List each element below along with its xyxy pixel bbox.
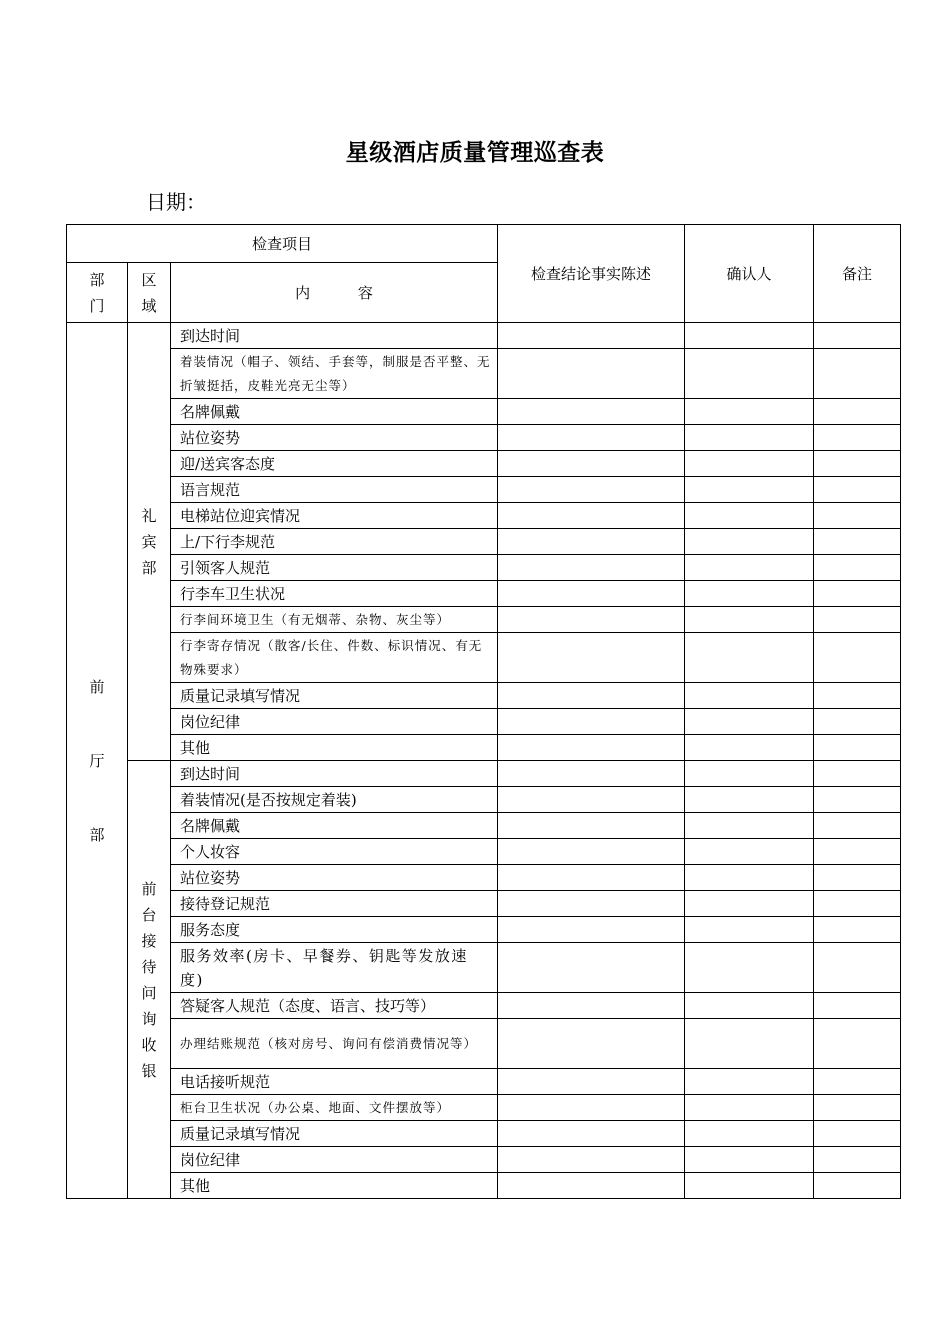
confirmer-cell[interactable] bbox=[685, 993, 814, 1019]
confirmer-cell[interactable] bbox=[685, 1095, 814, 1121]
conclusion-cell[interactable] bbox=[498, 1147, 685, 1173]
department-front-office: 前 厅 部 bbox=[67, 323, 128, 1199]
remarks-cell[interactable] bbox=[814, 581, 901, 607]
confirmer-cell[interactable] bbox=[685, 709, 814, 735]
conclusion-cell[interactable] bbox=[498, 683, 685, 709]
confirmer-cell[interactable] bbox=[685, 633, 814, 683]
conclusion-cell[interactable] bbox=[498, 891, 685, 917]
confirmer-cell[interactable] bbox=[685, 865, 814, 891]
check-item: 着装情况(是否按规定着装) bbox=[171, 787, 498, 813]
remarks-cell[interactable] bbox=[814, 735, 901, 761]
remarks-cell[interactable] bbox=[814, 633, 901, 683]
conclusion-cell[interactable] bbox=[498, 917, 685, 943]
header-confirmer: 确认人 bbox=[685, 225, 814, 323]
check-item: 上/下行李规范 bbox=[171, 529, 498, 555]
check-item: 电梯站位迎宾情况 bbox=[171, 503, 498, 529]
confirmer-cell[interactable] bbox=[685, 425, 814, 451]
check-item: 质量记录填写情况 bbox=[171, 683, 498, 709]
check-item: 电话接听规范 bbox=[171, 1069, 498, 1095]
confirmer-cell[interactable] bbox=[685, 761, 814, 787]
remarks-cell[interactable] bbox=[814, 323, 901, 349]
confirmer-cell[interactable] bbox=[685, 1069, 814, 1095]
inspection-table bbox=[66, 224, 901, 1199]
check-item: 岗位纪律 bbox=[171, 709, 498, 735]
conclusion-cell[interactable] bbox=[498, 839, 685, 865]
confirmer-cell[interactable] bbox=[685, 1173, 814, 1199]
conclusion-cell[interactable] bbox=[498, 761, 685, 787]
remarks-cell[interactable] bbox=[814, 1121, 901, 1147]
conclusion-cell[interactable] bbox=[498, 1121, 685, 1147]
confirmer-cell[interactable] bbox=[685, 1147, 814, 1173]
confirmer-cell[interactable] bbox=[685, 581, 814, 607]
remarks-cell[interactable] bbox=[814, 813, 901, 839]
check-item: 办理结账规范（核对房号、询问有偿消费情况等） bbox=[171, 1019, 498, 1069]
check-item: 行李车卫生状况 bbox=[171, 581, 498, 607]
confirmer-cell[interactable] bbox=[685, 607, 814, 633]
conclusion-cell[interactable] bbox=[498, 943, 685, 993]
confirmer-cell[interactable] bbox=[685, 891, 814, 917]
conclusion-cell[interactable] bbox=[498, 425, 685, 451]
confirmer-cell[interactable] bbox=[685, 529, 814, 555]
remarks-cell[interactable] bbox=[814, 1147, 901, 1173]
check-item: 其他 bbox=[171, 1173, 498, 1199]
remarks-cell[interactable] bbox=[814, 761, 901, 787]
remarks-cell[interactable] bbox=[814, 477, 901, 503]
document-title: 星级酒店质量管理巡查表 bbox=[345, 139, 605, 166]
conclusion-cell[interactable] bbox=[498, 993, 685, 1019]
conclusion-cell[interactable] bbox=[498, 529, 685, 555]
header-conclusion: 检查结论事实陈述 bbox=[498, 225, 685, 323]
date-label: 日期： bbox=[146, 190, 206, 214]
remarks-cell[interactable] bbox=[814, 1173, 901, 1199]
header-check-items: 检查项目 bbox=[67, 225, 498, 263]
conclusion-cell[interactable] bbox=[498, 451, 685, 477]
remarks-cell[interactable] bbox=[814, 1019, 901, 1069]
conclusion-cell[interactable] bbox=[498, 477, 685, 503]
remarks-cell[interactable] bbox=[814, 607, 901, 633]
check-item: 服务效率(房卡、早餐券、钥匙等发放速度) bbox=[171, 943, 498, 993]
confirmer-cell[interactable] bbox=[685, 735, 814, 761]
check-item: 质量记录填写情况 bbox=[171, 1121, 498, 1147]
conclusion-cell[interactable] bbox=[498, 787, 685, 813]
remarks-cell[interactable] bbox=[814, 709, 901, 735]
confirmer-cell[interactable] bbox=[685, 349, 814, 399]
confirmer-cell[interactable] bbox=[685, 839, 814, 865]
conclusion-cell[interactable] bbox=[498, 399, 685, 425]
conclusion-cell[interactable] bbox=[498, 503, 685, 529]
confirmer-cell[interactable] bbox=[685, 943, 814, 993]
check-item: 个人妆容 bbox=[171, 839, 498, 865]
check-item: 迎/送宾客态度 bbox=[171, 451, 498, 477]
check-item: 岗位纪律 bbox=[171, 1147, 498, 1173]
confirmer-cell[interactable] bbox=[685, 1121, 814, 1147]
confirmer-cell[interactable] bbox=[685, 477, 814, 503]
header-remarks: 备注 bbox=[814, 225, 901, 323]
check-item: 名牌佩戴 bbox=[171, 399, 498, 425]
conclusion-cell[interactable] bbox=[498, 607, 685, 633]
confirmer-cell[interactable] bbox=[685, 451, 814, 477]
remarks-cell[interactable] bbox=[814, 943, 901, 993]
remarks-cell[interactable] bbox=[814, 555, 901, 581]
header-area: 区 域 bbox=[128, 263, 171, 323]
conclusion-cell[interactable] bbox=[498, 555, 685, 581]
check-item: 服务态度 bbox=[171, 917, 498, 943]
remarks-cell[interactable] bbox=[814, 399, 901, 425]
conclusion-cell[interactable] bbox=[498, 1095, 685, 1121]
confirmer-cell[interactable] bbox=[685, 917, 814, 943]
check-item: 行李间环境卫生（有无烟蒂、杂物、灰尘等） bbox=[171, 607, 498, 633]
remarks-cell[interactable] bbox=[814, 787, 901, 813]
remarks-cell[interactable] bbox=[814, 683, 901, 709]
conclusion-cell[interactable] bbox=[498, 865, 685, 891]
confirmer-cell[interactable] bbox=[685, 787, 814, 813]
conclusion-cell[interactable] bbox=[498, 1069, 685, 1095]
conclusion-cell[interactable] bbox=[498, 1173, 685, 1199]
confirmer-cell[interactable] bbox=[685, 1019, 814, 1069]
conclusion-cell[interactable] bbox=[498, 349, 685, 399]
check-item: 语言规范 bbox=[171, 477, 498, 503]
remarks-cell[interactable] bbox=[814, 993, 901, 1019]
remarks-cell[interactable] bbox=[814, 451, 901, 477]
header-content: 内 容 bbox=[171, 263, 498, 323]
check-item: 着装情况（帽子、领结、手套等，制服是否平整、无折皱挺括，皮鞋光亮无尘等） bbox=[171, 349, 498, 399]
check-item: 其他 bbox=[171, 735, 498, 761]
conclusion-cell[interactable] bbox=[498, 633, 685, 683]
check-item: 名牌佩戴 bbox=[171, 813, 498, 839]
conclusion-cell[interactable] bbox=[498, 709, 685, 735]
check-item: 站位姿势 bbox=[171, 865, 498, 891]
conclusion-cell[interactable] bbox=[498, 735, 685, 761]
remarks-cell[interactable] bbox=[814, 529, 901, 555]
conclusion-cell[interactable] bbox=[498, 581, 685, 607]
area-reception-cashier: 前 台 接 待 问 询 收 银 bbox=[128, 761, 171, 1199]
check-item: 站位姿势 bbox=[171, 425, 498, 451]
remarks-cell[interactable] bbox=[814, 349, 901, 399]
header-department: 部 门 bbox=[67, 263, 128, 323]
confirmer-cell[interactable] bbox=[685, 503, 814, 529]
conclusion-cell[interactable] bbox=[498, 323, 685, 349]
confirmer-cell[interactable] bbox=[685, 813, 814, 839]
remarks-cell[interactable] bbox=[814, 865, 901, 891]
remarks-cell[interactable] bbox=[814, 891, 901, 917]
conclusion-cell[interactable] bbox=[498, 813, 685, 839]
check-item: 答疑客人规范（态度、语言、技巧等） bbox=[171, 993, 498, 1019]
confirmer-cell[interactable] bbox=[685, 555, 814, 581]
remarks-cell[interactable] bbox=[814, 1069, 901, 1095]
remarks-cell[interactable] bbox=[814, 839, 901, 865]
check-item: 接待登记规范 bbox=[171, 891, 498, 917]
remarks-cell[interactable] bbox=[814, 917, 901, 943]
check-item: 到达时间 bbox=[171, 323, 498, 349]
check-item: 柜台卫生状况（办公桌、地面、文件摆放等） bbox=[171, 1095, 498, 1121]
remarks-cell[interactable] bbox=[814, 425, 901, 451]
confirmer-cell[interactable] bbox=[685, 323, 814, 349]
remarks-cell[interactable] bbox=[814, 1095, 901, 1121]
check-item: 到达时间 bbox=[171, 761, 498, 787]
check-item: 引领客人规范 bbox=[171, 555, 498, 581]
check-item: 行李寄存情况（散客/长住、件数、标识情况、有无物殊要求） bbox=[171, 633, 498, 683]
conclusion-cell[interactable] bbox=[498, 1019, 685, 1069]
confirmer-cell[interactable] bbox=[685, 683, 814, 709]
confirmer-cell[interactable] bbox=[685, 399, 814, 425]
remarks-cell[interactable] bbox=[814, 503, 901, 529]
area-concierge: 礼 宾 部 bbox=[128, 323, 171, 761]
